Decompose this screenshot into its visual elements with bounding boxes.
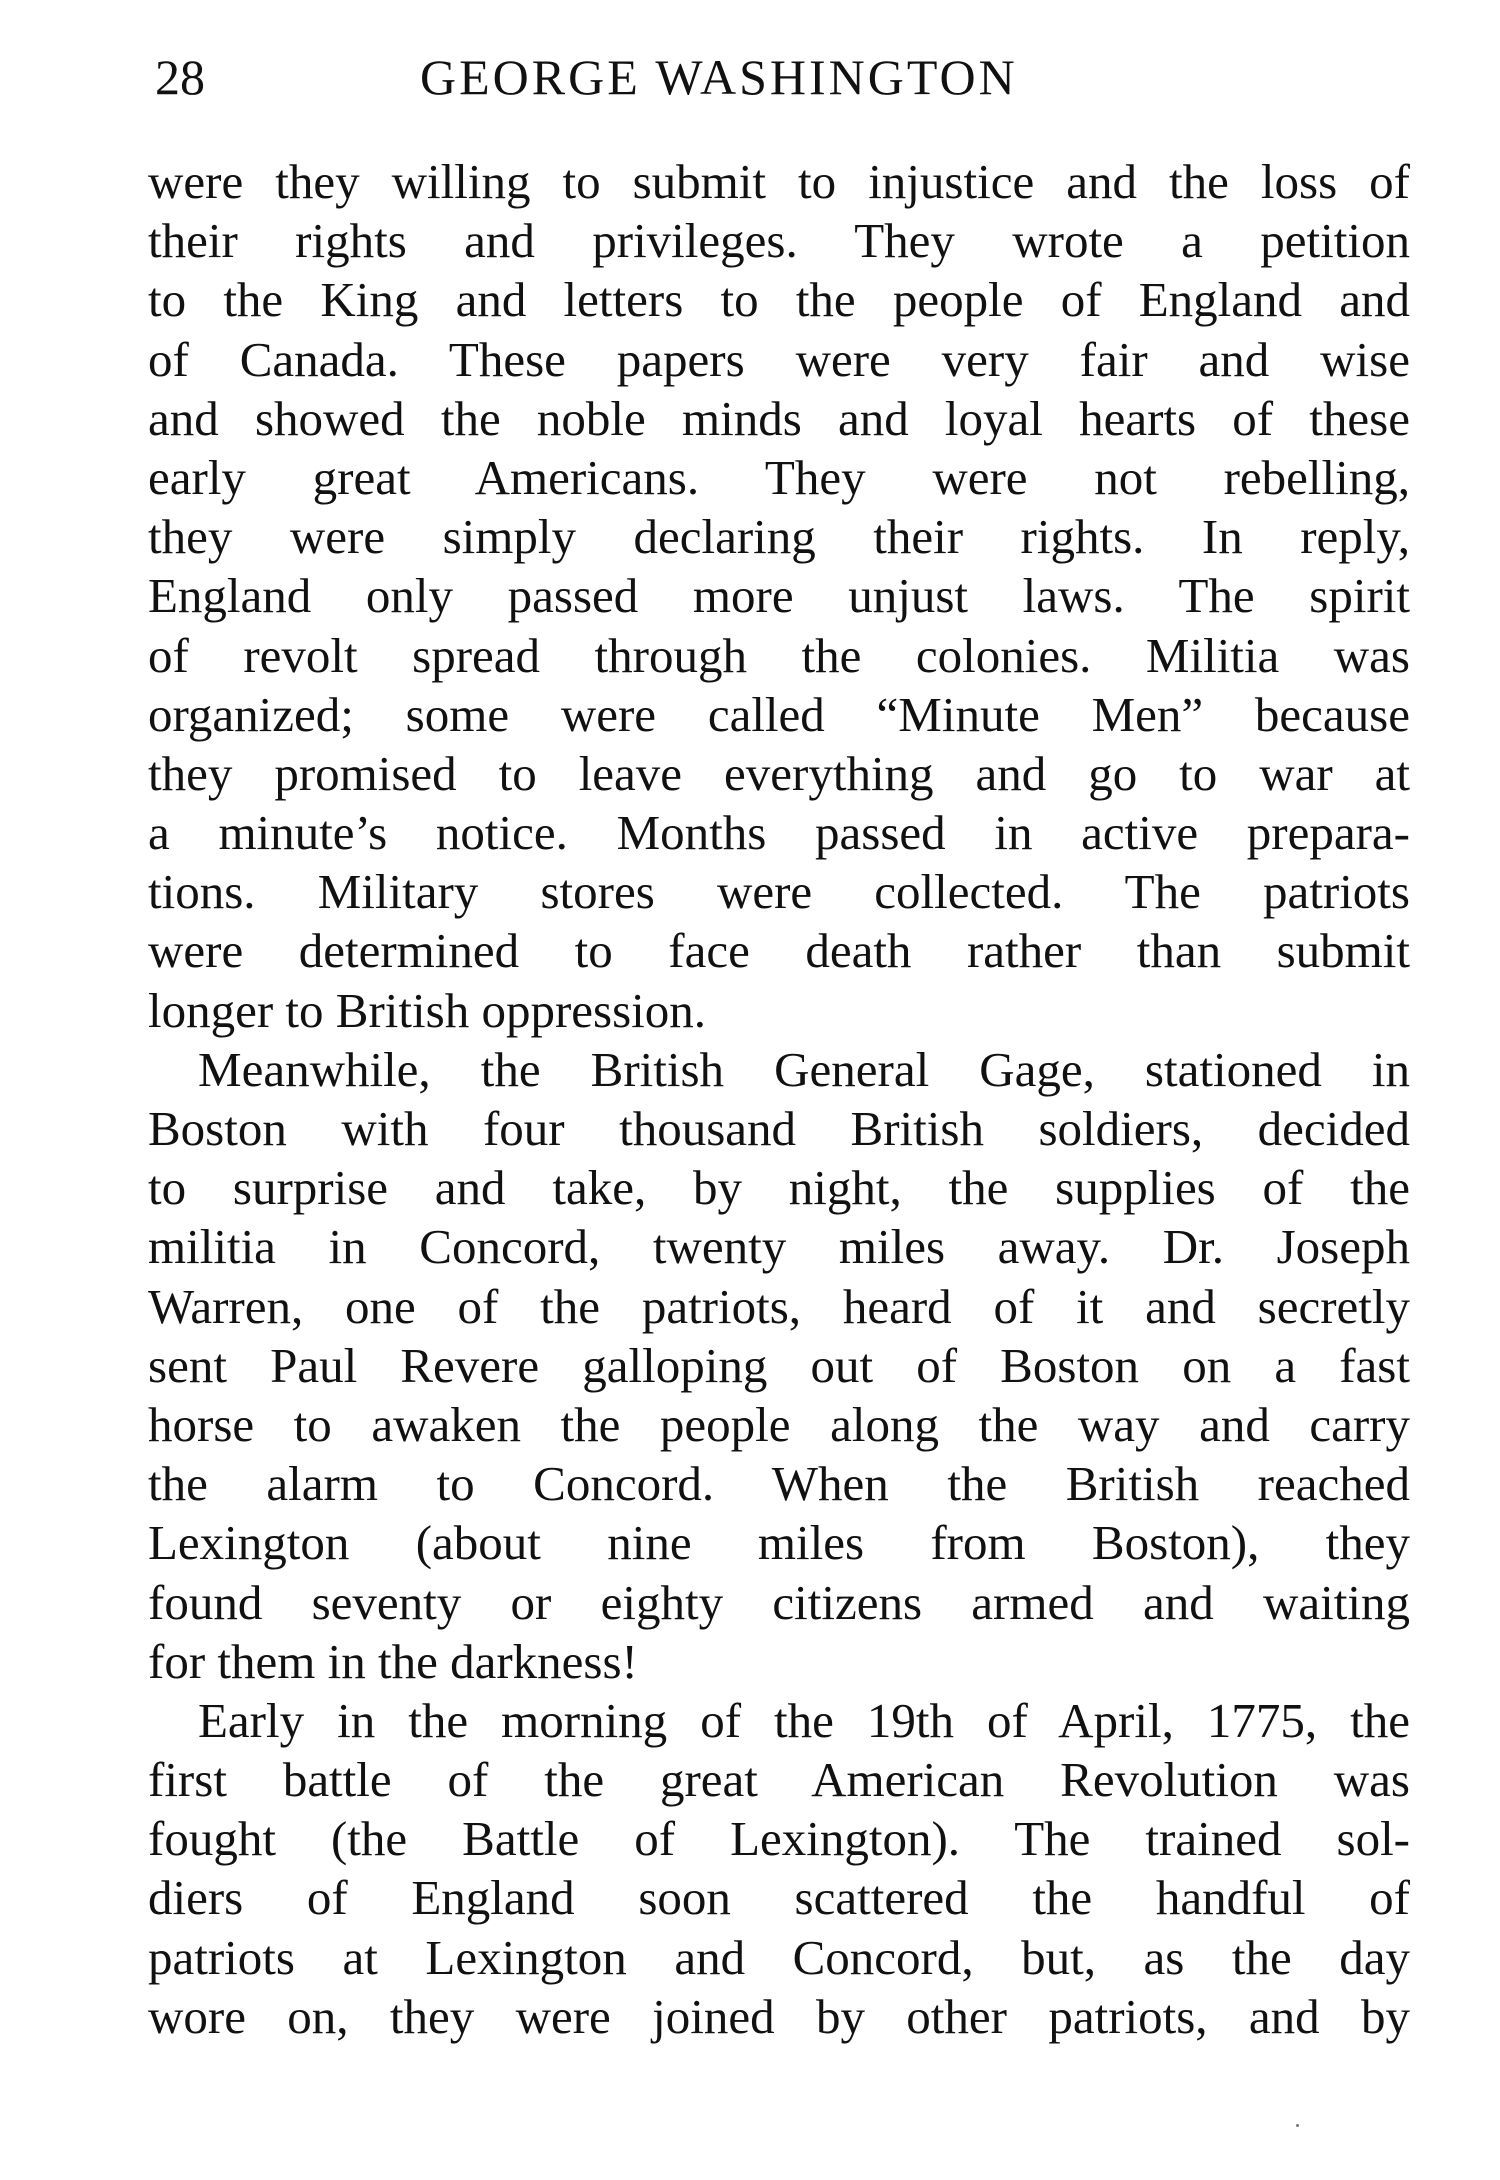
- text-line: to surprise and take, by night, the supplies of the: [148, 1160, 1410, 1216]
- text-line: of revolt spread through the colonies. Militia was: [148, 627, 1410, 683]
- text-line: and showed the noble minds and loyal hearts of these: [148, 390, 1410, 446]
- text-line: tions. Military stores were collected. The patriots: [148, 864, 1410, 920]
- paragraph: [148, 1040, 1410, 1691]
- text-line: Lexington (about nine miles from Boston), they: [148, 1515, 1410, 1571]
- paragraph: [148, 152, 1410, 1040]
- text-line: patriots at Lexington and Concord, but, as the day: [148, 1929, 1410, 1985]
- text-line: organized; some were called “Minute Men” because: [148, 686, 1410, 742]
- text-line: first battle of the great American Revolution was: [148, 1752, 1410, 1808]
- text-line: they promised to leave everything and go to war at: [148, 745, 1410, 801]
- text-line: longer to British oppression.: [148, 982, 707, 1038]
- text-line: the alarm to Concord. When the British reached: [148, 1456, 1410, 1512]
- text-line: of Canada. These papers were very fair and wise: [148, 331, 1410, 387]
- text-line: Meanwhile, the British General Gage, stationed in: [198, 1041, 1410, 1097]
- text-line: diers of England soon scattered the handful of: [148, 1870, 1410, 1926]
- text-line: found seventy or eighty citizens armed and waiting: [148, 1574, 1410, 1630]
- paragraph: [148, 1691, 1410, 2046]
- scan-speck: [1296, 2124, 1299, 2127]
- text-line: militia in Concord, twenty miles away. Dr. Joseph: [148, 1219, 1410, 1275]
- text-line: Early in the morning of the 19th of April, 1775, the: [198, 1692, 1410, 1748]
- text-line: were determined to face death rather than submit: [148, 923, 1410, 979]
- text-line: to the King and letters to the people of England and: [148, 272, 1410, 328]
- page-number: 28: [155, 49, 205, 105]
- text-line: England only passed more unjust laws. The spirit: [148, 568, 1410, 624]
- page-header: [155, 42, 1145, 112]
- text-line: Warren, one of the patriots, heard of it and secretly: [148, 1278, 1410, 1334]
- text-line: their rights and privileges. They wrote a petition: [148, 213, 1410, 269]
- text-line: were they willing to submit to injustice and the loss of: [148, 154, 1410, 209]
- text-line: sent Paul Revere galloping out of Boston on a fast: [148, 1337, 1410, 1393]
- text-line: they were simply declaring their rights. In reply,: [148, 509, 1410, 565]
- running-title: GEORGE WASHINGTON: [420, 49, 1018, 105]
- text-line: a minute’s notice. Months passed in active prepara-: [148, 805, 1410, 861]
- text-line: fought (the Battle of Lexington). The trained sol-: [148, 1811, 1410, 1867]
- body-text: [148, 152, 1410, 2046]
- text-line: Boston with four thousand British soldiers, decided: [148, 1101, 1410, 1156]
- text-line: for them in the darkness!: [148, 1633, 638, 1689]
- text-line: horse to awaken the people along the way and carry: [148, 1396, 1410, 1452]
- text-line: early great Americans. They were not rebelling,: [148, 449, 1410, 505]
- text-line: wore on, they were joined by other patriots, and by: [148, 1988, 1410, 2044]
